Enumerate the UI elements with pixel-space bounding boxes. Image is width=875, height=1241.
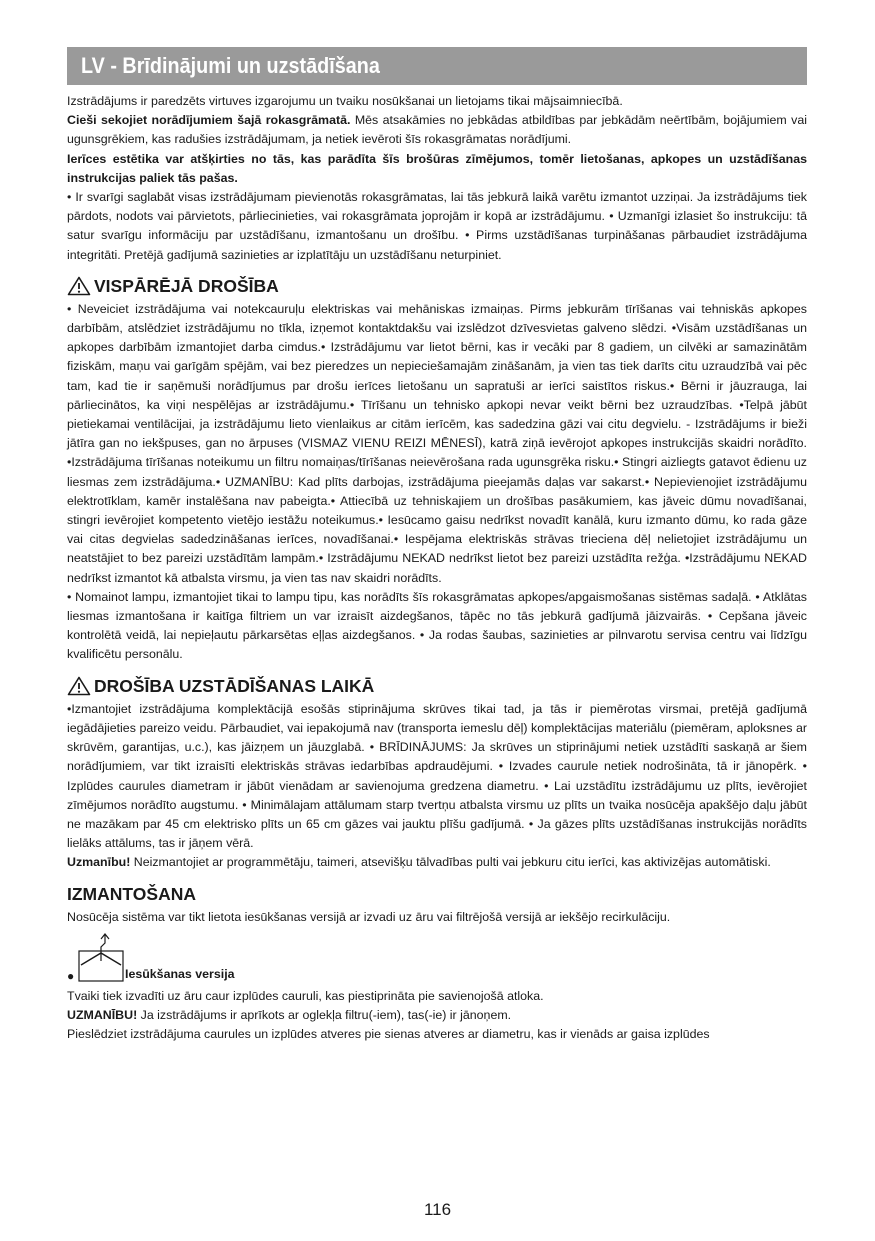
- content-body: [67, 92, 807, 1044]
- intro-instructions: [67, 111, 807, 149]
- section-banner: [67, 47, 807, 85]
- pipe-connection-paragraph: Pieslēdziet izstrādājuma caurules un izplūdes atveres pie sienas atveres ar diametru, kas ir vienāds ar gaisa izplūdes: [67, 1027, 710, 1042]
- general-safety-title: VISPĀRĒJĀ DROŠĪBA: [94, 275, 279, 296]
- intro-paragraph: Izstrādājums ir paredzēts virtuves izgarojumu un tvaiku nosūkšanai un lietojams tikai mājsaimniecībā.: [67, 94, 623, 108]
- warning-triangle-icon: [67, 276, 91, 296]
- install-safety-paragraph: •Izmantojiet izstrādājuma komplektācijā esošās stiprinājuma skrūves tikai tad, ja tās ir piemērotas virsmai, pretējā gadījumā iegādājieties pareizo veidu. Pārbaudiet, vai iepakojumā nav (transporta iemeslu dēļ) komplektācijas materiālu (piemēram, aploksnes ar skrūvēm, garantijas, u.c.), kas jāizņem un jāuzglabā. • BRĪDINĀJUMS: Ja skrūves un stiprinājumi netiek uzstādīti saskaņā ar šiem norādījumiem, var tikt izraisīti elektriskās strāvas iedarbības apdraudējumi. • Izvades caurule netiek nodrošināta, tā ir jānopērk. • Izplūdes caurules diametram ir jābūt vienādam ar savienojuma gredzena diametru. • Lai uzstādītu izstrādājumu uz plīts, ievērojiet zīmējumos norādīto augstumu. • Minimālajam attālumam starp tvertņu atbalsta virsmu uz plīts un tvaika nosūcēja apakšējo daļu jābūt ne mazākam par 45 cm elektrisko plīts un 65 cm gāzes vai jauktu plīšu gadījumā. • Ja gāzes plīts uzstādīšanas instrukcijās norādīts lielāks attālums, tas ir jāņem vērā.: [67, 701, 807, 851]
- intro-aesthetics-note: Ierīces estētika var atšķirties no tās, kas parādīta šīs brošūras zīmējumos, tomēr lietošanas, apkopes un uzstādīšanas instrukcijas paliek tās pašas.: [67, 151, 807, 185]
- install-attention-text: Neizmantojiet ar programmētāju, taimeri, atsevišķu tālvadības pulti vai jebkuru citu ierīci, kas aktivizējas automātiski.: [130, 855, 771, 870]
- install-safety-heading: [67, 675, 807, 697]
- general-safety-heading: [67, 275, 807, 297]
- bullet: ●: [67, 968, 75, 983]
- install-safety-title: DROŠĪBA UZSTĀDĪŠANAS LAIKĀ: [94, 675, 375, 696]
- page-number: 116: [423, 1200, 452, 1219]
- intro-instructions-text: Mēs atsakāmies no jebkādas atbildības par jebkādām neērtībām, bojājumiem vai ugunsgrēkiem, kas radušies izstrādājumam, ja netiek ievēroti šīs rokasgrāmatas norādījumi.: [67, 113, 807, 147]
- carbon-filter-note: [67, 1006, 807, 1025]
- hood-exhaust-icon: [77, 933, 125, 983]
- install-attention-note: [67, 853, 807, 872]
- usage-paragraph: Nosūcēja sistēma var tikt lietota iesūkšanas versijā ar izvadi uz āru vai filtrējošā versijā ar iekšējo recirkulāciju.: [67, 909, 671, 924]
- usage-title: IZMANTOŠANA: [67, 883, 196, 904]
- intro-manual-note: • Ir svarīgi saglabāt visas izstrādājumam pievienotās rokasgrāmatas, lai tās jebkurā laikā varētu izmantot uzziņai. Ja izstrādājums tiek pārdots, nodots vai pārvietots, pārliecinieties, vai rokasgrāmata joprojām ir kopā ar izstrādājumu. • Uzmanīgi izlasiet šo instrukciju: tā satur svarīgu informāciju par uzstādīšanu, izmantošanu un drošību. • Pirms uzstādīšanas turpināšanas pārbaudiet izstrādājuma integritāti. Pretējā gadījumā sazinieties ar izplatītāju un uzstādīšanu neturpiniet.: [67, 190, 807, 262]
- general-safety-paragraph-2: • Nomainot lampu, izmantojiet tikai to lampu tipu, kas norādīts šīs rokasgrāmatas apkopes/apgaismošanas sistēmas sadaļā. • Atklātas liesmas izmantošana ir kaitīga filtriem un var izraisīt aizdegšanos, tāpēc no tās jebkurā gadījumā jāizvairās. • Cepšana jāveic kontrolētā veidā, lai nepieļautu pārkarsētas eļļas aizdegšanos. • Ja rodas šaubas, sazinieties ar pilnvarotu servisa centru vai līdzīgu kvalificētu personālu.: [67, 589, 807, 662]
- extraction-paragraph: Tvaiki tiek izvadīti uz āru caur izplūdes cauruli, kas piestiprināta pie savienojošā atloka.: [67, 988, 544, 1003]
- warning-triangle-icon: [67, 676, 91, 696]
- intro-instructions-bold: Cieši sekojiet norādījumiem šajā rokasgrāmatā.: [67, 113, 351, 128]
- extraction-mode-row: [67, 933, 807, 987]
- install-attention-bold: Uzmanību!: [67, 855, 131, 870]
- extraction-mode-label: Iesūkšanas versija: [125, 966, 235, 981]
- usage-heading: [67, 883, 807, 905]
- page-title: LV - Brīdinājumi un uzstādīšana: [81, 53, 380, 78]
- carbon-filter-text: Ja izstrādājums ir aprīkots ar oglekļa filtru(-iem), tas(-ie) ir jānoņem.: [137, 1007, 512, 1022]
- carbon-filter-bold: UZMANĪBU!: [67, 1007, 138, 1022]
- general-safety-paragraph: • Neveiciet izstrādājuma vai notekcauruļu elektriskas vai mehāniskas izmaiņas. Pirms jebkurām tīrīšanas vai tehniskās apkopes darbībām, atslēdziet izstrādājumu no tīkla, izņemot kontaktdakšu vai izslēdzot dzīvesvietas galveno slēdzi. •Visām uzstādīšanas un apkopes darbībām izmantojiet darba cimdus.• Izstrādājumu var lietot bērni, kas ir vecāki par 8 gadiem, un cilvēki ar samazinātām fiziskām, maņu vai garīgām spējām, vai bez pieredzes un nepieciešamajām zināšanām, ja vien tas tiek darīts citu uzraudzībā vai pēc tam, kad tie ir saņēmuši norādījumus par drošu ierīces lietošanu un sapratuši ar ierīci saistītos riskus.• Bērni ir jāuzrauga, lai pārliecinātos, ka viņi nespēlējas ar izstrādājumu.• Tīrīšanu un tehnisko apkopi nevar veikt bērni bez uzraudzības. •Telpā jābūt pietiekamai ventilācijai, ja izstrādājumu lieto vienlaikus ar citām ierīcēm, kas sadedzina gāzi vai citu degvielu. - Izstrādājums ir bieži jātīra gan no iekšpuses, gan no ārpuses (VISMAZ VIENU REIZI MĒNESĪ), katrā ziņā ievērojot apkopes instrukcijās skaidri norādīto. •Izstrādājuma tīrīšanas noteikumu un filtru nomaiņas/tīrīšanas neievērošana rada ugunsgrēka risku.• Stingri aizliegts gatavot ēdienu uz liesmas zem izstrādājuma.• UZMANĪBU: Kad plīts darbojas, izstrādājuma pieejamās daļas var sakarst.• Nepievienojiet izstrādājumu elektrotīklam, kamēr instalēšana nav pabeigta.• Attiecībā uz tehniskajiem un drošības pasākumiem, kas jāveic dūmu novadīšanai, stingri ievērojiet kompetento vietējo iestāžu noteikumus.• Iesūcamo gaisu nedrīkst novadīt kanālā, kuru izmanto dūmu, ko rada gāze vai citas degvielas sadedzināšanas ierīces, novadīšanai.• Iespējama elektriskās strāvas trieciena dēļ nelietojiet izstrādājumu un neatstājiet to bez pareizi uzstādītām lampām.• Izstrādājumu NEKAD nedrīkst lietot bez pareizi uzstādīta režģa. •Izstrādājumu NEKAD nedrīkst izmantot kā atbalsta virsmu, ja vien tas nav skaidri norādīts.: [67, 301, 807, 585]
